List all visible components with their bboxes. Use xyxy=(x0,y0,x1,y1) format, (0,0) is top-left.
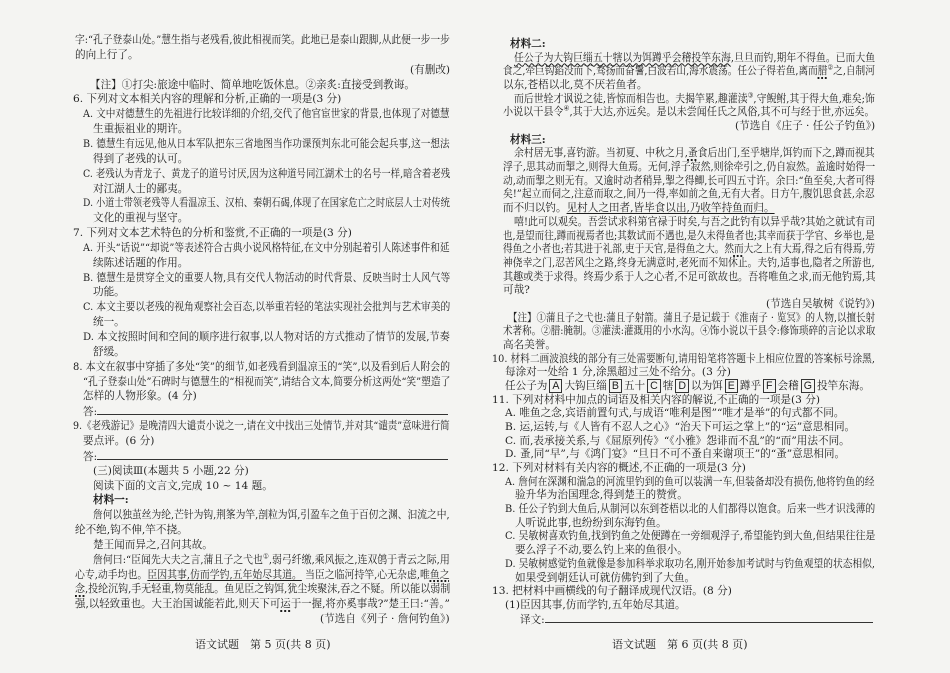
footnote-marker: ② xyxy=(827,63,834,72)
text: 字:“孔子登泰山处。”慧生指与老残看,彼此相视而笑。此地已是泰山跟脚,从此便一步一步 xyxy=(75,34,450,46)
answer-blank-line xyxy=(97,404,448,415)
text: 得到了老残的认可。 xyxy=(93,152,189,165)
page-footer: 语文试题 第 6 页(共 8 页) xyxy=(612,638,748,651)
text: 12. 下列对材料有关内容的概述,不正确的一项是(3 分) xyxy=(492,462,746,475)
text: 13. 把材料中画横线的句子翻译成现代汉语。(8 分) xyxy=(492,585,732,598)
text: 文化的重视与坚守。 xyxy=(93,212,189,225)
text: 7. 下列对文本艺术特色的分析和鉴赏,不正确的一项是(3 分) xyxy=(73,227,352,240)
answer-option-continued xyxy=(93,182,188,196)
dotted-word: 蚤 xyxy=(687,147,698,160)
answer-box-label: G xyxy=(801,379,815,393)
text: 而后世辁才讽说之徒,皆惊而相告也。夫揭竿累,趣灌渎 xyxy=(514,92,748,105)
question-stem-continued xyxy=(83,389,197,403)
text: (节选自吴敏树《说钓》) xyxy=(766,297,875,310)
wavy-underlined-text: 任公子为大钩巨缁五十犗以为饵蹲乎会稽投竿东海 xyxy=(514,51,731,64)
question-stem-continued xyxy=(83,434,154,448)
answer-option xyxy=(83,300,450,314)
answer-option-continued xyxy=(515,543,688,557)
answer-option xyxy=(83,137,450,151)
text: 浮子,思其动而掣之,则得大鱼焉。无何,浮子寂然,则徐牵引之,仍自寂然。盖逾时始得一 xyxy=(503,161,876,174)
answer-option xyxy=(505,420,855,434)
text: A. 唯鱼之念,宾语前置句式,与成语“唯利是图”“唯才是举”的句式都不同。 xyxy=(505,407,845,420)
translation-answer-field xyxy=(520,612,873,627)
section-heading xyxy=(93,464,249,478)
text: A. 詹何在深渊和湍急的河流里钓到的鱼可以装满一车,但装备却没有损伤,他将钓鱼的经 xyxy=(505,475,875,488)
text: 犗 xyxy=(662,380,674,392)
text: (节选自《列子 · 詹何钓鱼》) xyxy=(320,613,450,626)
text: 动,动而掣之则无有。又逾时动者稍异,掣之得鲫,长可四五寸许。余曰:“鱼至矣,大者可得 xyxy=(503,174,875,187)
text-line xyxy=(503,256,875,270)
material-title xyxy=(510,37,546,51)
text: 对江湖人士的鄙夷。 xyxy=(93,182,189,195)
text: 当臣之临河持竿,心无杂虑,唯 xyxy=(301,568,430,581)
text: A. 开头“话说”“却说”等表述符合古典小说风格特征,在文中分别起着引人陈述事件和延 xyxy=(83,241,450,254)
answer-option xyxy=(83,196,450,210)
section-heading xyxy=(93,479,273,493)
text: ,旦旦而钓,期年不得鱼。已而大鱼 xyxy=(730,51,876,64)
text: 于一握,将亦奚事哉?”楚王曰:“善。” xyxy=(290,598,450,611)
answer-box-label: E xyxy=(725,379,738,393)
text: 楚王闻而异之,召问其故。 xyxy=(93,538,213,551)
text: 其趣或类于求得。终焉少系于人之心者,不足可欲故也。吾将唯鱼之求,而无他钓焉,其 xyxy=(503,270,876,283)
text: 6. 下列对文本相关内容的理解和分析,正确的一项是(3 分) xyxy=(73,93,342,106)
annotation-note xyxy=(90,78,415,92)
answer-box-label: F xyxy=(763,379,775,393)
text: 蹲乎 xyxy=(739,380,762,392)
text-line xyxy=(503,283,530,297)
text: C. 老残认为青龙子、黄龙子的道号讨厌,因为这种道号同江湖术士的名号一样,暗含着老残 xyxy=(83,167,451,180)
answer-option xyxy=(83,330,450,344)
text: 材料三: xyxy=(510,133,546,146)
question-stem-continued xyxy=(83,375,450,389)
text: C. 吴敏树喜欢钓鱼,找到钓鱼之处便蹲在一旁细观浮子,希望能钓到大鱼,但结果往往是 xyxy=(505,530,876,543)
question-stem xyxy=(492,393,820,407)
text: 任公子为 xyxy=(505,380,548,392)
answer-option-continued xyxy=(515,516,667,530)
text: 强,以轻致重也。大王治国诚能若此,则天下可 xyxy=(75,598,281,611)
text-line xyxy=(503,201,775,215)
text: 也,是望而往,蹲而视焉者也;其数试而不遇也,是久未得鱼者也;其幸而获于学官、乡举也,是 xyxy=(503,229,875,242)
text: 如果受到朝廷认可就仿佛钓到了大鱼。 xyxy=(515,571,696,584)
question-stem-continued xyxy=(505,379,870,393)
text: 食后出门,至乎塘岸,饵钓而下之,蹲而视其 xyxy=(697,147,875,160)
text: 以为饵 xyxy=(691,380,723,392)
text: 9.《老残游记》是晚清四大谴责小说之一,请在文中找出三处情节,并对其“谴责”意味进行简 xyxy=(73,420,450,433)
text: ,其于大达,亦远矣。是以未尝闻任氏之风俗,其不可与经于世,亦远矣。 xyxy=(569,106,875,119)
answer-option xyxy=(505,557,875,571)
paragraph-start xyxy=(514,51,875,65)
text: 纶不绝,钩不伸,竿不挠。 xyxy=(75,524,188,537)
answer-blank-line xyxy=(545,612,873,623)
answer-option-continued xyxy=(515,488,688,502)
text: 8. 本文在叙事中穿插了多处“笑”的细节,如老残看到温凉玉的“笑”,以及看到后人附会的 xyxy=(73,360,451,373)
text: 要么浮子不动,要么钓上来的鱼很小。 xyxy=(515,544,688,557)
text: D. 吴敏树感觉钓鱼就像是参加科举求取功名,刚开始参加考试时与钓鱼观望的状态相似, xyxy=(505,557,875,570)
text: 矣!”起立而伺之,注意而取之,间乃一得,率如前之鱼,无有大者。日方午,腹饥思食甚,余忍 xyxy=(503,188,875,201)
paragraph-start xyxy=(93,538,213,552)
text: 神侥幸之门,忍苦风尘之路,终身无满意时,老死而不知休止。夫钓,适事也,隐者之所游也, xyxy=(503,256,875,269)
text: 舒缓。 xyxy=(93,345,125,358)
answer-option-continued xyxy=(93,122,188,136)
answer-blank-line xyxy=(97,449,448,460)
answer-box-label: C xyxy=(647,379,661,393)
text-line xyxy=(503,174,875,188)
text-line xyxy=(75,523,188,537)
text: (1)臣因其事,仿而学钓,五年始尽其道。 xyxy=(505,598,686,611)
text-line xyxy=(503,187,875,201)
text-line xyxy=(75,48,139,62)
answer-option xyxy=(505,447,845,461)
text: 术著称。②腊:腌制。③灌渎:灌溉用的小水沟。④饰小说以干县令:修饰琐碎的言论以求取 xyxy=(503,325,876,338)
text: D. 本文按照时间和空间的顺序进行叙事,以人物对话的方式推动了情节的发展,节奏 xyxy=(83,331,450,343)
dotted-word: 运 xyxy=(280,598,291,611)
answer-option xyxy=(83,167,450,181)
text-line xyxy=(503,324,875,338)
text: C. 而,表承接关系,与《屈原列传》“《小雅》怨诽而不乱”的“而”用法不同。 xyxy=(505,434,850,447)
footnote-marker: ① xyxy=(262,552,269,561)
text: 材料二: xyxy=(510,38,546,50)
answer-box-label: D xyxy=(675,379,689,393)
question-stem xyxy=(73,419,450,433)
text: ,投纶沉钩,手无轻重,物莫能乱。鱼见臣之钩饵,犹尘埃聚沫,吞之不疑。所以能以弱制 xyxy=(84,583,451,596)
answer-option xyxy=(505,502,875,516)
text: (节选自《庄子 · 任公子钓鱼》) xyxy=(735,120,876,133)
text: 怎样的人物形象。(4 分) xyxy=(83,390,197,403)
text: 验升华为治国理念,得到楚王的赞赏。 xyxy=(515,489,688,502)
text: 10. 材料二画波浪线的部分有三处需要断句,请用铅笔将答题卡上相应位置的答案标号涂黑, xyxy=(492,352,875,365)
text: 要点评。(6 分) xyxy=(83,434,155,447)
answer-option-continued xyxy=(93,285,125,299)
text: A. 文中对德慧生的先祖进行比较详细的介绍,交代了他官宦世家的背景,也体现了对德慧 xyxy=(83,108,450,121)
answer-box-label: B xyxy=(609,379,622,393)
text: 统一。 xyxy=(93,316,125,329)
source-citation xyxy=(735,119,875,133)
dotted-word: 腊 xyxy=(817,65,828,78)
text-line xyxy=(75,582,450,596)
text: 高名美誉。 xyxy=(503,338,556,351)
paragraph-start xyxy=(93,553,450,567)
exam-page-6 xyxy=(475,0,950,673)
text: “孔子登泰山处”石碑时与德慧生的“相视而笑”,请结合文本,简要分析这两处“笑”塑造了 xyxy=(83,375,451,388)
text: 译文: xyxy=(520,613,545,626)
text: B. 德慧生有远见,他从日本军队把东三省地图当作功课预判东北可能会起兵事,这一想法 xyxy=(83,137,450,150)
text: 而不归以钓。 xyxy=(503,202,567,215)
text-line xyxy=(503,242,875,256)
text: 【注】①打尖:旅途中临时、简单地吃饭休息。②亲炙:直接受到教诲。 xyxy=(90,78,415,91)
text: 材料一: xyxy=(93,494,129,507)
text: 嘻!此可以观矣。吾尝试求科第官禄于时矣,与吾之此钓有以异乎哉?其始之就试有司 xyxy=(514,215,876,228)
text-line xyxy=(503,338,556,352)
material-title xyxy=(93,493,129,507)
answer-option-continued xyxy=(93,211,188,225)
text: 续陈述话题的作用。 xyxy=(93,256,189,269)
text: 五十 xyxy=(623,380,646,392)
text: B. 任公子钓到大鱼后,从制河以东到苍梧以北的人们都得以饱食。后来一些才识浅薄的 xyxy=(505,503,876,516)
text: 阅读下面的文言文,完成 10 ~ 14 题。 xyxy=(93,479,273,492)
paragraph-start xyxy=(514,92,875,106)
text: 的向上行了。 xyxy=(75,48,139,61)
text: 投竿东海。 xyxy=(816,380,870,392)
paragraph-start xyxy=(514,146,875,160)
paragraph-start xyxy=(514,215,875,229)
text: C. 本文主要以老残的视角观察社会百态,以举重若轻的笔法实现社会批判与艺术审美的 xyxy=(83,301,451,314)
text: ,守鲵鲋,其于得大鱼,难矣;饰 xyxy=(753,92,875,105)
text: 以东,苍梧以北,莫不厌若鱼者。 xyxy=(503,79,648,92)
page-footer: 语文试题 第 5 页(共 8 页) xyxy=(195,638,331,651)
answer-field xyxy=(83,404,448,419)
text: 生重振祖业的期许。 xyxy=(93,123,189,136)
question-stem xyxy=(73,92,341,106)
text-line xyxy=(503,78,647,92)
text: B. 德慧生是贯穿全文的重要人物,具有交代人物活动的时代背景、反映当时士人风气等 xyxy=(83,271,451,284)
answer-option xyxy=(505,529,875,543)
text-line xyxy=(503,229,875,243)
answer-option xyxy=(83,241,450,255)
text: 之,自制河 xyxy=(833,65,875,78)
text-line xyxy=(75,33,450,47)
text: 心专,动手均也。 xyxy=(75,568,148,581)
footnote-marker: ④ xyxy=(563,104,570,113)
text: 得鱼之小者也;若其进于礼部,吏于天官,是得鱼之大。然 xyxy=(503,243,734,256)
question-stem xyxy=(492,352,875,366)
question-stem-continued xyxy=(505,365,731,379)
answer-box-label: A xyxy=(549,379,562,393)
answer-field xyxy=(83,449,448,464)
text: 小说以干县令 xyxy=(503,106,564,119)
text: D. 小道士带领老残等人看温凉玉、汉柏、秦朝石碣,体现了在国家危亡之时底层人士对传统 xyxy=(83,197,450,210)
text-line xyxy=(503,64,875,78)
text: 大之上有大焉,得之后有得焉,劳 xyxy=(743,243,876,256)
answer-option-continued xyxy=(93,152,188,166)
answer-option xyxy=(505,475,875,489)
text: 答: xyxy=(83,406,98,419)
text: 詹何以独茧丝为纶,芒针为钩,荆筿为竿,剖粒为饵,引盈车之鱼于百仞之渊、汩流之中, xyxy=(93,509,450,522)
text-line xyxy=(75,597,450,611)
underlined-text: 臣因其事,仿而学钓,五年始尽其道。 xyxy=(147,568,302,581)
text: 每涂对一处给 1 分,涂黑超过三处不给分。(3 分) xyxy=(505,366,731,379)
text: 食之,牵巨钩錎没而下,骛扬而奋鬐,白波若山,海水震荡。任公子得若鱼,离而 xyxy=(503,65,818,78)
material-title xyxy=(510,133,546,147)
dotted-word: 鱼之 xyxy=(429,568,450,581)
paragraph-start xyxy=(93,508,450,522)
answer-option xyxy=(505,406,844,420)
source-citation xyxy=(410,63,450,77)
answer-option xyxy=(83,107,450,121)
text: (三)阅读Ⅲ(本题共 5 小题,22 分) xyxy=(93,464,249,477)
text: 人听说此事,也纷纷到东海钓鱼。 xyxy=(515,516,667,529)
dotted-word: 而 xyxy=(733,243,744,256)
answer-option-continued xyxy=(93,256,188,270)
footnote-marker: ③ xyxy=(747,91,754,100)
text: 11. 下列对材料中加点的词语及相关内容的解说,不正确的一项是(3 分) xyxy=(492,393,820,406)
answer-option xyxy=(505,434,850,448)
text-line xyxy=(503,270,875,284)
question-stem xyxy=(73,226,352,240)
text: 可哉? xyxy=(503,284,530,297)
answer-option-continued xyxy=(515,571,695,585)
text: 答: xyxy=(83,450,98,463)
text: 詹何曰:“臣闻先大夫之言,蒲且子之弋也 xyxy=(93,553,263,566)
source-citation xyxy=(766,297,875,311)
text: 会稽 xyxy=(777,380,799,392)
question-stem xyxy=(492,461,746,475)
answer-option-continued xyxy=(93,315,125,329)
question-stem xyxy=(73,360,450,374)
text: (有删改) xyxy=(410,63,451,76)
text: 功能。 xyxy=(93,286,125,299)
text: 大钩巨缁 xyxy=(564,380,607,392)
answer-option xyxy=(83,271,450,285)
dotted-word: 念 xyxy=(75,583,85,596)
underlined-text: 见村人之田者,皆毕食以出,乃收竿持鱼而归。 xyxy=(566,202,775,215)
text: 【注】①蒲且子之弋也:蒲且子射箭。蒲且子是记载于《淮南子 · 览冥》的人物,以擅长射 xyxy=(508,311,876,324)
answer-option-continued xyxy=(93,345,125,359)
text-line xyxy=(503,160,875,174)
text: ,弱弓纤缴,乘风振之,连双鸧于青云之际,用 xyxy=(268,553,450,566)
text: B. 运,运转,与《人皆有不忍人之心》“治天下可运之掌上”的“运”意思相同。 xyxy=(505,421,856,434)
annotation-note xyxy=(508,311,875,325)
question-stem xyxy=(492,584,732,598)
source-citation xyxy=(320,612,450,626)
text: 余村居无事,喜钓游。当初夏、中秋之月, xyxy=(514,147,688,160)
text: D. 蚤,同“早”,与《鸿门宴》“旦日不可不蚤自来谢项王”的“蚤”意思相同。 xyxy=(505,448,846,461)
text-line xyxy=(75,568,450,582)
answer-option xyxy=(505,598,686,612)
text-line xyxy=(503,105,875,119)
